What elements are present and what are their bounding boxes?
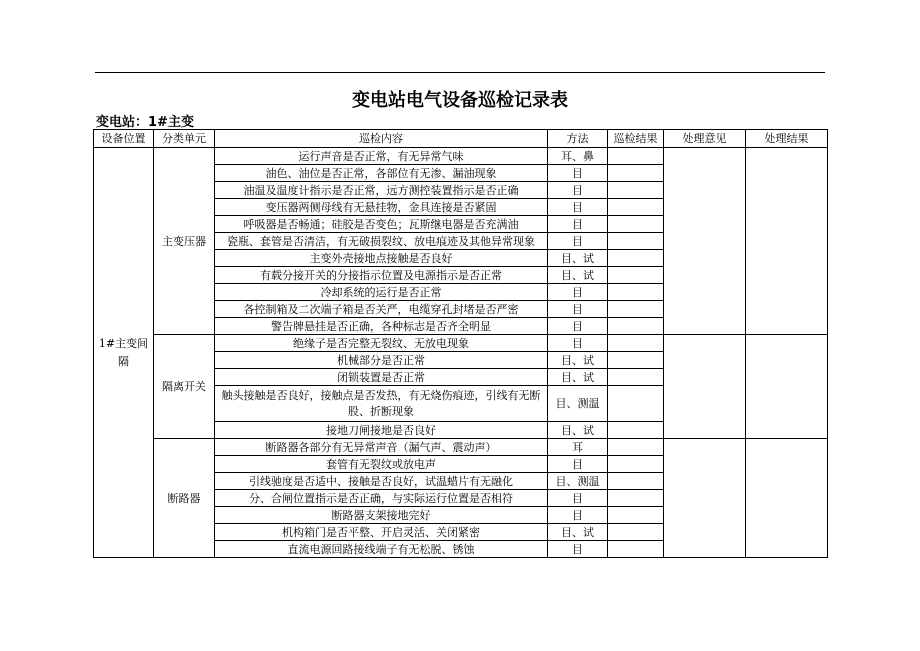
header-content: 巡检内容 — [215, 130, 548, 148]
result-cell[interactable] — [608, 216, 664, 233]
content-cell: 瓷瓶、套管是否清洁，有无破损裂纹、放电痕迹及其他异常现象 — [215, 233, 548, 250]
result-cell[interactable] — [608, 182, 664, 199]
content-cell: 接地刀闸接地是否良好 — [215, 422, 548, 439]
content-cell: 油色、油位是否正常，各部位有无渗、漏油现象 — [215, 165, 548, 182]
result-cell[interactable] — [608, 352, 664, 369]
result-cell[interactable] — [608, 301, 664, 318]
inspection-table — [93, 129, 828, 558]
result-cell[interactable] — [608, 250, 664, 267]
content-cell: 机构箱门是否平整、开启灵活、关闭紧密 — [215, 524, 548, 541]
content-cell: 引线驰度是否适中、接触是否良好，试温蜡片有无融化 — [215, 473, 548, 490]
result-cell[interactable] — [608, 524, 664, 541]
method-cell: 耳、鼻 — [548, 148, 608, 165]
opinion-cell[interactable] — [664, 148, 746, 335]
result-cell[interactable] — [608, 541, 664, 558]
header-method: 方法 — [548, 130, 608, 148]
content-cell: 套管有无裂纹或放电声 — [215, 456, 548, 473]
content-cell: 断路器支架接地完好 — [215, 507, 548, 524]
header-outcome: 处理结果 — [746, 130, 828, 148]
header-location: 设备位置 — [94, 130, 154, 148]
method-cell: 目、试 — [548, 250, 608, 267]
result-cell[interactable] — [608, 267, 664, 284]
method-cell: 目 — [548, 318, 608, 335]
outcome-cell[interactable] — [746, 148, 828, 335]
method-cell: 目 — [548, 507, 608, 524]
method-cell: 目、试 — [548, 524, 608, 541]
header-opinion: 处理意见 — [664, 130, 746, 148]
result-cell[interactable] — [608, 318, 664, 335]
method-cell: 目、测温 — [548, 386, 608, 422]
table-row — [94, 439, 828, 456]
result-cell[interactable] — [608, 199, 664, 216]
content-cell: 断路器各部分有无异常声音（漏气声、震动声） — [215, 439, 548, 456]
page-title: 变电站电气设备巡检记录表 — [352, 90, 568, 111]
content-cell: 运行声音是否正常，有无异常气味 — [215, 148, 548, 165]
content-cell: 警告牌悬挂是否正确，各种标志是否齐全明显 — [215, 318, 548, 335]
method-cell: 目 — [548, 199, 608, 216]
result-cell[interactable] — [608, 456, 664, 473]
method-cell: 耳 — [548, 439, 608, 456]
result-cell[interactable] — [608, 165, 664, 182]
method-cell: 目 — [548, 490, 608, 507]
method-cell: 目 — [548, 165, 608, 182]
result-cell[interactable] — [608, 386, 664, 422]
method-cell: 目 — [548, 233, 608, 250]
outcome-cell[interactable] — [746, 439, 828, 558]
outcome-cell[interactable] — [746, 335, 828, 439]
content-cell: 触头接触是否良好，接触点是否发热，有无烧伤痕迹，引线有无断股、折断现象 — [215, 386, 548, 422]
content-cell: 闭锁装置是否正常 — [215, 369, 548, 386]
method-cell: 目、试 — [548, 369, 608, 386]
inspection-table-body — [94, 148, 828, 558]
content-cell: 冷却系统的运行是否正常 — [215, 284, 548, 301]
content-cell: 机械部分是否正常 — [215, 352, 548, 369]
result-cell[interactable] — [608, 439, 664, 456]
result-cell[interactable] — [608, 335, 664, 352]
result-cell[interactable] — [608, 369, 664, 386]
content-cell: 呼吸器是否畅通；硅胶是否变色；瓦斯继电器是否充满油 — [215, 216, 548, 233]
table-row — [94, 335, 828, 352]
method-cell: 目 — [548, 301, 608, 318]
header-row — [94, 130, 828, 148]
result-cell[interactable] — [608, 233, 664, 250]
result-cell[interactable] — [608, 507, 664, 524]
result-cell[interactable] — [608, 148, 664, 165]
method-cell: 目 — [548, 284, 608, 301]
method-cell: 目、测温 — [548, 473, 608, 490]
method-cell: 目、试 — [548, 267, 608, 284]
method-cell: 目、试 — [548, 422, 608, 439]
content-cell: 有载分接开关的分接指示位置及电源指示是否正常 — [215, 267, 548, 284]
unit-cell: 主变压器 — [154, 148, 215, 335]
table-row — [94, 148, 828, 165]
content-cell: 分、合闸位置指示是否正确，与实际运行位置是否相符 — [215, 490, 548, 507]
method-cell: 目、试 — [548, 352, 608, 369]
content-cell: 绝缘子是否完整无裂纹、无放电现象 — [215, 335, 548, 352]
opinion-cell[interactable] — [664, 439, 746, 558]
content-cell: 变压器两侧母线有无悬挂物，金具连接是否紧固 — [215, 199, 548, 216]
header-result: 巡检结果 — [608, 130, 664, 148]
content-cell: 直流电源回路接线端子有无松脱、锈蚀 — [215, 541, 548, 558]
unit-cell: 断路器 — [154, 439, 215, 558]
method-cell: 目 — [548, 541, 608, 558]
station-label: 变电站：1#主变 — [96, 115, 194, 130]
method-cell: 目 — [548, 335, 608, 352]
method-cell: 目 — [548, 216, 608, 233]
result-cell[interactable] — [608, 284, 664, 301]
result-cell[interactable] — [608, 422, 664, 439]
unit-cell: 隔离开关 — [154, 335, 215, 439]
opinion-cell[interactable] — [664, 335, 746, 439]
content-cell: 各控制箱及二次端子箱是否关严，电缆穿孔封堵是否严密 — [215, 301, 548, 318]
header-unit: 分类单元 — [154, 130, 215, 148]
content-cell: 油温及温度计指示是否正常，远方测控装置指示是否正确 — [215, 182, 548, 199]
top-rule — [95, 72, 825, 73]
content-cell: 主变外壳接地点接触是否良好 — [215, 250, 548, 267]
method-cell: 目 — [548, 456, 608, 473]
result-cell[interactable] — [608, 473, 664, 490]
result-cell[interactable] — [608, 490, 664, 507]
location-cell: 1#主变间隔 — [94, 148, 154, 558]
method-cell: 目 — [548, 182, 608, 199]
